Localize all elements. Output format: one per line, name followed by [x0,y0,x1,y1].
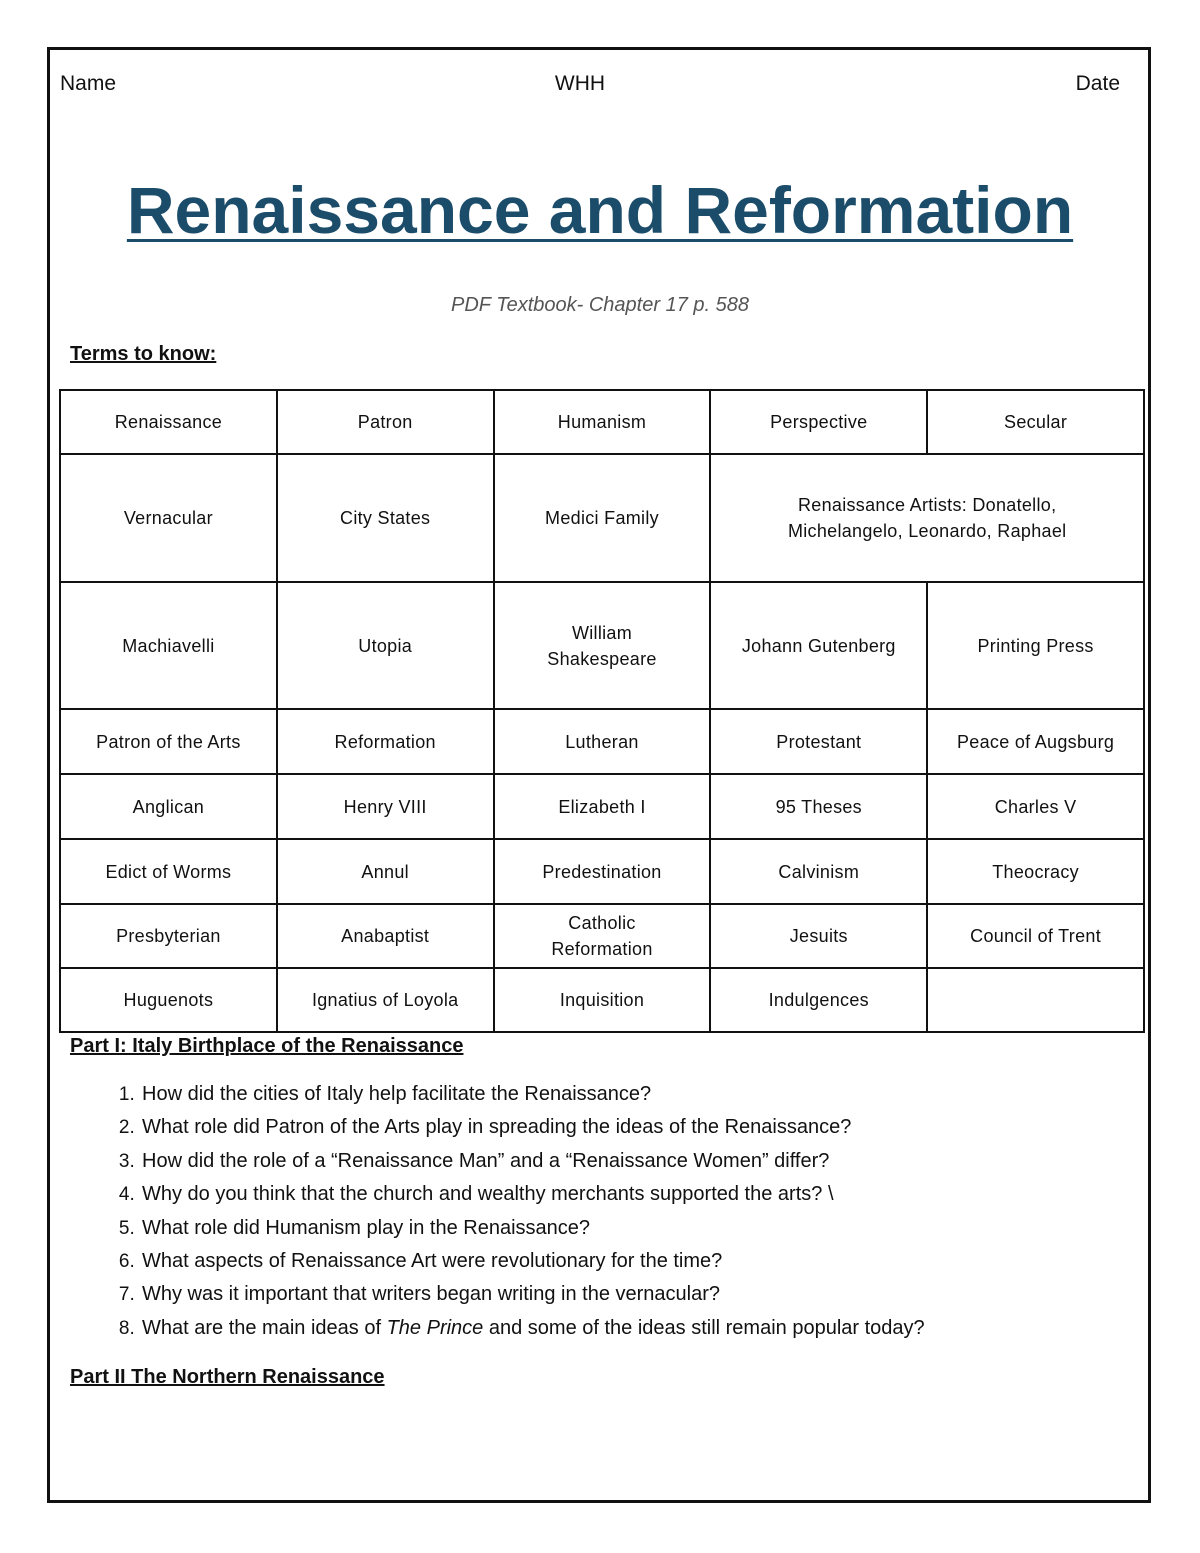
term-cell: Humanism [494,390,711,454]
term-cell: 95 Theses [710,774,927,839]
question-text: What are the main ideas of [142,1316,387,1339]
empty-cell [927,968,1144,1032]
term-cell: Ignatius of Loyola [277,968,494,1032]
term-cell: Presbyterian [60,904,277,968]
term-cell: Catholic Reformation [494,904,711,968]
name-label: Name [60,72,117,95]
term-cell: Predestination [494,839,711,904]
term-cell: Printing Press [927,582,1144,709]
term-cell: Indulgences [710,968,927,1032]
question-item: 4. Why do you think that the church and wealthy merchants supported the arts? \ [140,1178,1180,1211]
term-cell: Annul [277,839,494,904]
term-cell: Vernacular [60,454,277,582]
question-item: 7. Why was it important that writers began writing in the vernacular? [140,1278,1180,1311]
term-cell: Huguenots [60,968,277,1032]
worksheet-header [60,72,1120,102]
table-row [60,582,1144,709]
term-cell: Theocracy [927,839,1144,904]
term-cell: Medici Family [494,454,711,582]
question-text: and some of the ideas still remain popular today? [483,1316,925,1339]
book-title: The Prince [386,1316,484,1339]
question-item: 3. How did the role of a “Renaissance Man” and a “Renaissance Women” differ? [140,1145,1180,1178]
question-item: 2. What role did Patron of the Arts play in spreading the ideas of the Renaissance? [140,1111,1180,1144]
term-cell: City States [277,454,494,582]
question-item: 5. What role did Humanism play in the Renaissance? [140,1212,1180,1245]
table-row [60,968,1144,1032]
table-row [60,904,1144,968]
term-cell: Calvinism [710,839,927,904]
part2-heading: Part II The Northern Renaissance [70,1366,385,1388]
term-cell: Patron of the Arts [60,709,277,774]
date-label: Date [1075,72,1120,95]
term-cell: Lutheran [494,709,711,774]
term-cell: William Shakespeare [494,582,711,709]
term-cell: Anabaptist [277,904,494,968]
term-cell: Patron [277,390,494,454]
course-label: WHH [554,72,606,95]
question-item [140,1312,1180,1345]
question-item: 1. How did the cities of Italy help facilitate the Renaissance? [140,1078,1180,1111]
table-row [60,839,1144,904]
term-cell: Edict of Worms [60,839,277,904]
question-list [100,1078,1180,1345]
term-cell: Johann Gutenberg [710,582,927,709]
table-row [60,390,1144,454]
term-cell: Elizabeth I [494,774,711,839]
term-cell: Peace of Augsburg [927,709,1144,774]
part1-heading: Part I: Italy Birthplace of the Renaissance [70,1035,464,1057]
term-cell: Council of Trent [927,904,1144,968]
terms-heading: Terms to know: [70,343,217,365]
terms-table [59,389,1145,1033]
term-cell: Machiavelli [60,582,277,709]
table-row [60,709,1144,774]
term-cell: Henry VIII [277,774,494,839]
term-cell: Jesuits [710,904,927,968]
term-cell: Perspective [710,390,927,454]
question-item: 6. What aspects of Renaissance Art were revolutionary for the time? [140,1245,1180,1278]
table-row [60,454,1144,582]
term-cell: Charles V [927,774,1144,839]
term-cell: Protestant [710,709,927,774]
term-cell: Inquisition [494,968,711,1032]
textbook-reference: PDF Textbook- Chapter 17 p. 588 [451,294,749,316]
term-cell: Renaissance [60,390,277,454]
term-cell: Anglican [60,774,277,839]
term-cell: Secular [927,390,1144,454]
term-cell: Utopia [277,582,494,709]
term-cell: Renaissance Artists: Donatello, Michelangelo, Leonardo, Raphael [710,454,1144,582]
table-row [60,774,1144,839]
term-cell: Reformation [277,709,494,774]
page-title: Renaissance and Reformation [126,173,1074,247]
